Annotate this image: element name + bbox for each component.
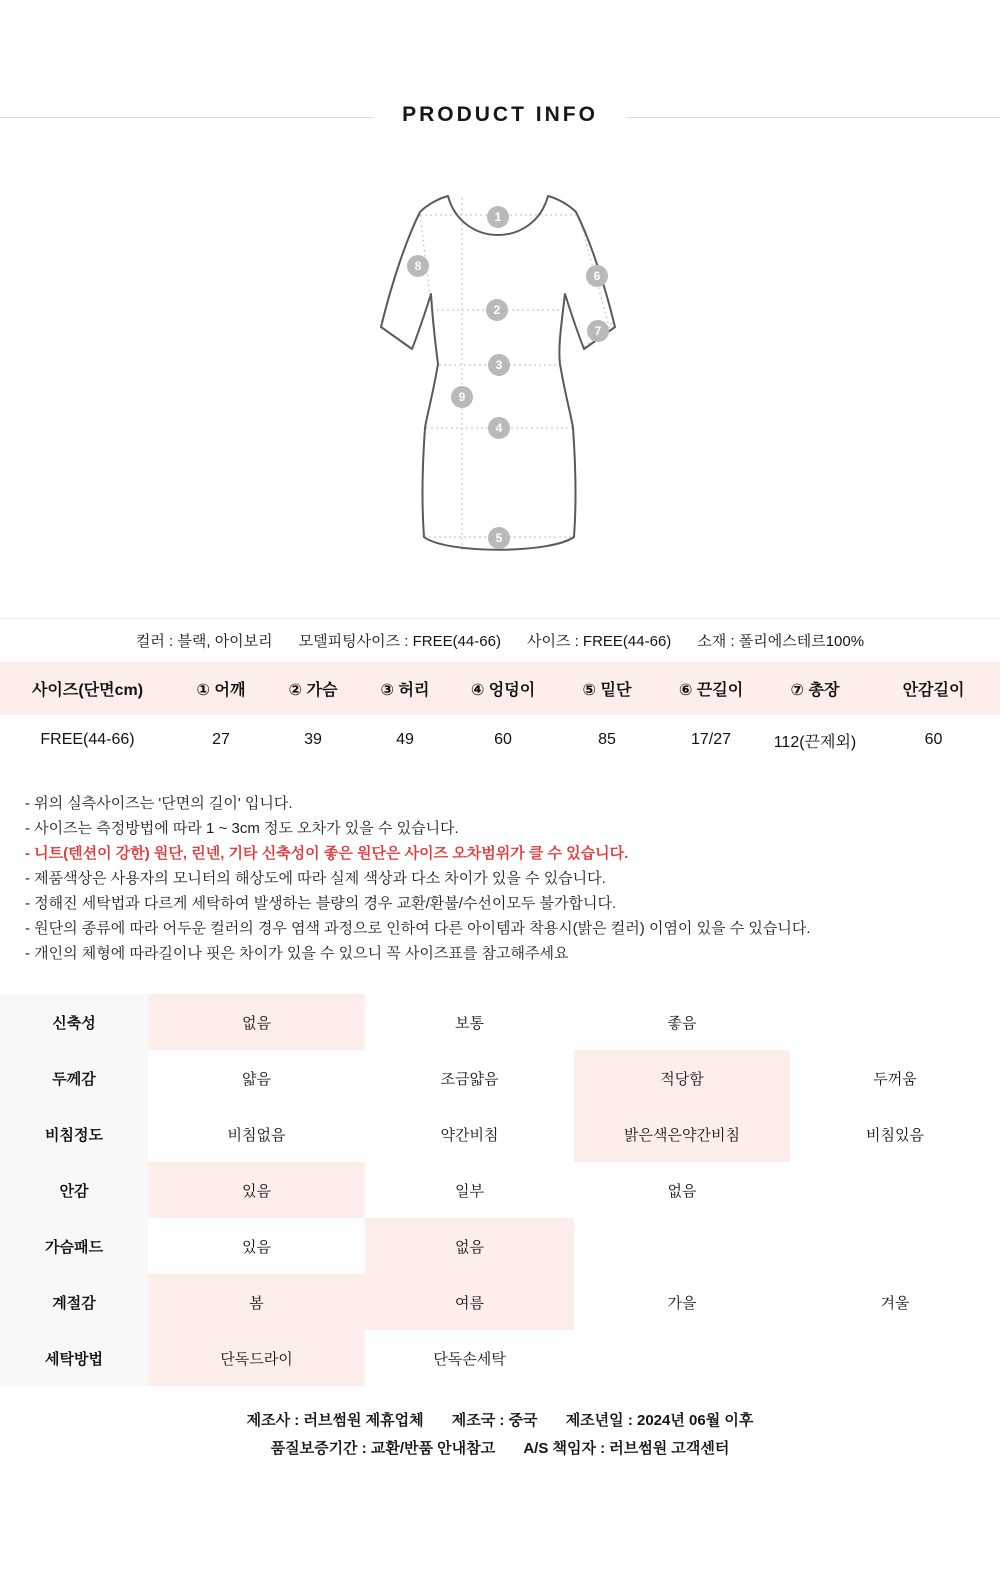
color-info: 컬러 : 블랙, 아이보리 <box>135 633 273 650</box>
attribute-label: 두께감 <box>0 1050 148 1106</box>
attribute-option: 일부 <box>365 1162 574 1218</box>
attribute-row-chest-pad <box>0 1218 1000 1274</box>
measure-marker-3: 3 <box>488 354 510 376</box>
attribute-label: 신축성 <box>0 994 148 1050</box>
measure-marker-6: 6 <box>586 265 608 287</box>
dress-measurement-diagram <box>350 180 650 580</box>
size-table-header: ⑥ 끈길이 <box>678 682 744 699</box>
attribute-label: 세탁방법 <box>0 1330 148 1386</box>
attribute-option: 겨울 <box>790 1274 1000 1330</box>
dress-diagram-svg <box>350 180 650 580</box>
attribute-option <box>790 1218 1000 1274</box>
attribute-label: 비침정도 <box>0 1106 148 1162</box>
size-value: FREE(44-66) <box>40 731 135 748</box>
size-table-header: ⑦ 총장 <box>790 682 840 699</box>
attribute-option <box>790 994 1000 1050</box>
attribute-option: 두꺼움 <box>790 1050 1000 1106</box>
size-table-header: ② 가슴 <box>288 682 338 699</box>
note-line: - 제품색상은 사용자의 모니터의 해상도에 따라 실제 색상과 다소 차이가 있을 수 있습니다. <box>25 870 606 887</box>
size-value: 17/27 <box>690 731 732 748</box>
size-value: 60 <box>494 731 512 748</box>
attribute-option: 약간비침 <box>365 1106 574 1162</box>
attribute-option: 없음 <box>148 994 365 1050</box>
notes-section <box>0 765 1000 994</box>
measure-marker-7: 7 <box>587 320 609 342</box>
size-value: 49 <box>396 731 414 748</box>
attribute-row-stretch <box>0 994 1000 1050</box>
note-line: - 개인의 체형에 따라길이나 핏은 차이가 있을 수 있으니 꼭 사이즈표를 참고해주세요 <box>25 945 569 962</box>
size-table <box>0 662 1000 765</box>
attribute-option: 여름 <box>365 1274 574 1330</box>
size-table-header: ④ 엉덩이 <box>470 682 536 699</box>
attribute-option: 단독드라이 <box>148 1330 365 1386</box>
page-title: PRODUCT INFO <box>374 103 626 127</box>
attribute-option: 조금얇음 <box>365 1050 574 1106</box>
model-fitting-size-info: 모델피팅사이즈 : FREE(44-66) <box>298 633 501 650</box>
material-info: 소재 : 폴리에스테르100% <box>697 633 865 650</box>
warranty-info: 품질보증기간 : 교환/반품 안내참고 <box>270 1440 496 1457</box>
note-line: - 정해진 세탁법과 다르게 세탁하여 발생하는 블량의 경우 교환/환불/수선이모두 불가합니다. <box>25 895 617 912</box>
attribute-option <box>790 1330 1000 1386</box>
size-table-data-row <box>0 715 1000 765</box>
size-info: 사이즈 : FREE(44-66) <box>526 633 672 650</box>
footer-line-2 <box>0 1437 1000 1460</box>
note-line: - 사이즈는 측정방법에 따라 1 ~ 3cm 정도 오차가 있을 수 있습니다. <box>25 820 459 837</box>
note-line: - 위의 실측사이즈는 '단면의 길이' 입니다. <box>25 795 293 812</box>
attribute-option: 있음 <box>148 1218 365 1274</box>
as-contact-info: A/S 책임자 : 러브썸원 고객센터 <box>523 1440 730 1457</box>
measure-marker-2: 2 <box>486 299 508 321</box>
size-table-header: ③ 허리 <box>380 682 430 699</box>
attribute-option: 얇음 <box>148 1050 365 1106</box>
attribute-option <box>574 1330 790 1386</box>
attribute-row-thickness <box>0 1050 1000 1106</box>
note-line: - 원단의 종류에 따라 어두운 컬러의 경우 염색 과정으로 인하여 다른 아이템과 착용시(밝은 컬러) 이염이 있을 수 있습니다. <box>25 920 811 937</box>
attribute-row-lining <box>0 1162 1000 1218</box>
measure-marker-4: 4 <box>488 417 510 439</box>
country-of-origin-info: 제조국 : 중국 <box>451 1412 538 1429</box>
attribute-label: 가슴패드 <box>0 1218 148 1274</box>
size-table-header-row <box>0 662 1000 715</box>
attribute-option: 가을 <box>574 1274 790 1330</box>
measure-marker-9: 9 <box>451 386 473 408</box>
manufacturer-info: 제조사 : 러브썸원 제휴업체 <box>246 1412 424 1429</box>
attribute-option: 없음 <box>574 1162 790 1218</box>
measure-marker-1: 1 <box>487 206 509 228</box>
attributes-table <box>0 994 1000 1386</box>
size-value: 27 <box>212 731 230 748</box>
manufacture-date-info: 제조년일 : 2024년 06월 이후 <box>565 1412 754 1429</box>
attribute-option: 좋음 <box>574 994 790 1050</box>
attribute-option: 보통 <box>365 994 574 1050</box>
attribute-option: 밝은색은약간비침 <box>574 1106 790 1162</box>
attribute-option: 없음 <box>365 1218 574 1274</box>
attribute-option: 봄 <box>148 1274 365 1330</box>
footer-line-1 <box>0 1409 1000 1432</box>
size-value: 60 <box>924 731 943 748</box>
size-table-header: ⑤ 밑단 <box>582 682 632 699</box>
measure-marker-5: 5 <box>488 527 510 549</box>
attribute-option: 단독손세탁 <box>365 1330 574 1386</box>
attribute-option: 비침있음 <box>790 1106 1000 1162</box>
attribute-option: 적당함 <box>574 1050 790 1106</box>
note-line: - 니트(텐션이 강한) 원단, 린넨, 기타 신축성이 좋은 원단은 사이즈 오차범위가 클 수 있습니다. <box>25 845 629 862</box>
size-value: 112(끈제외) <box>773 733 857 751</box>
attribute-row-washing <box>0 1330 1000 1386</box>
attribute-row-sheerness <box>0 1106 1000 1162</box>
title-section <box>0 100 1000 136</box>
attribute-option: 있음 <box>148 1162 365 1218</box>
attribute-option <box>790 1162 1000 1218</box>
attribute-label: 안감 <box>0 1162 148 1218</box>
manufacturer-footer <box>0 1386 1000 1477</box>
size-table-header: 사이즈(단면cm) <box>31 682 144 699</box>
size-table-header: ① 어깨 <box>196 682 246 699</box>
attribute-row-season <box>0 1274 1000 1330</box>
size-value: 39 <box>304 731 322 748</box>
size-table-header: 안감길이 <box>902 682 965 699</box>
measure-marker-8: 8 <box>407 255 429 277</box>
attribute-option: 비침없음 <box>148 1106 365 1162</box>
product-summary-bar <box>0 618 1000 662</box>
attribute-option <box>574 1218 790 1274</box>
attribute-label: 계절감 <box>0 1274 148 1330</box>
size-value: 85 <box>598 731 616 748</box>
